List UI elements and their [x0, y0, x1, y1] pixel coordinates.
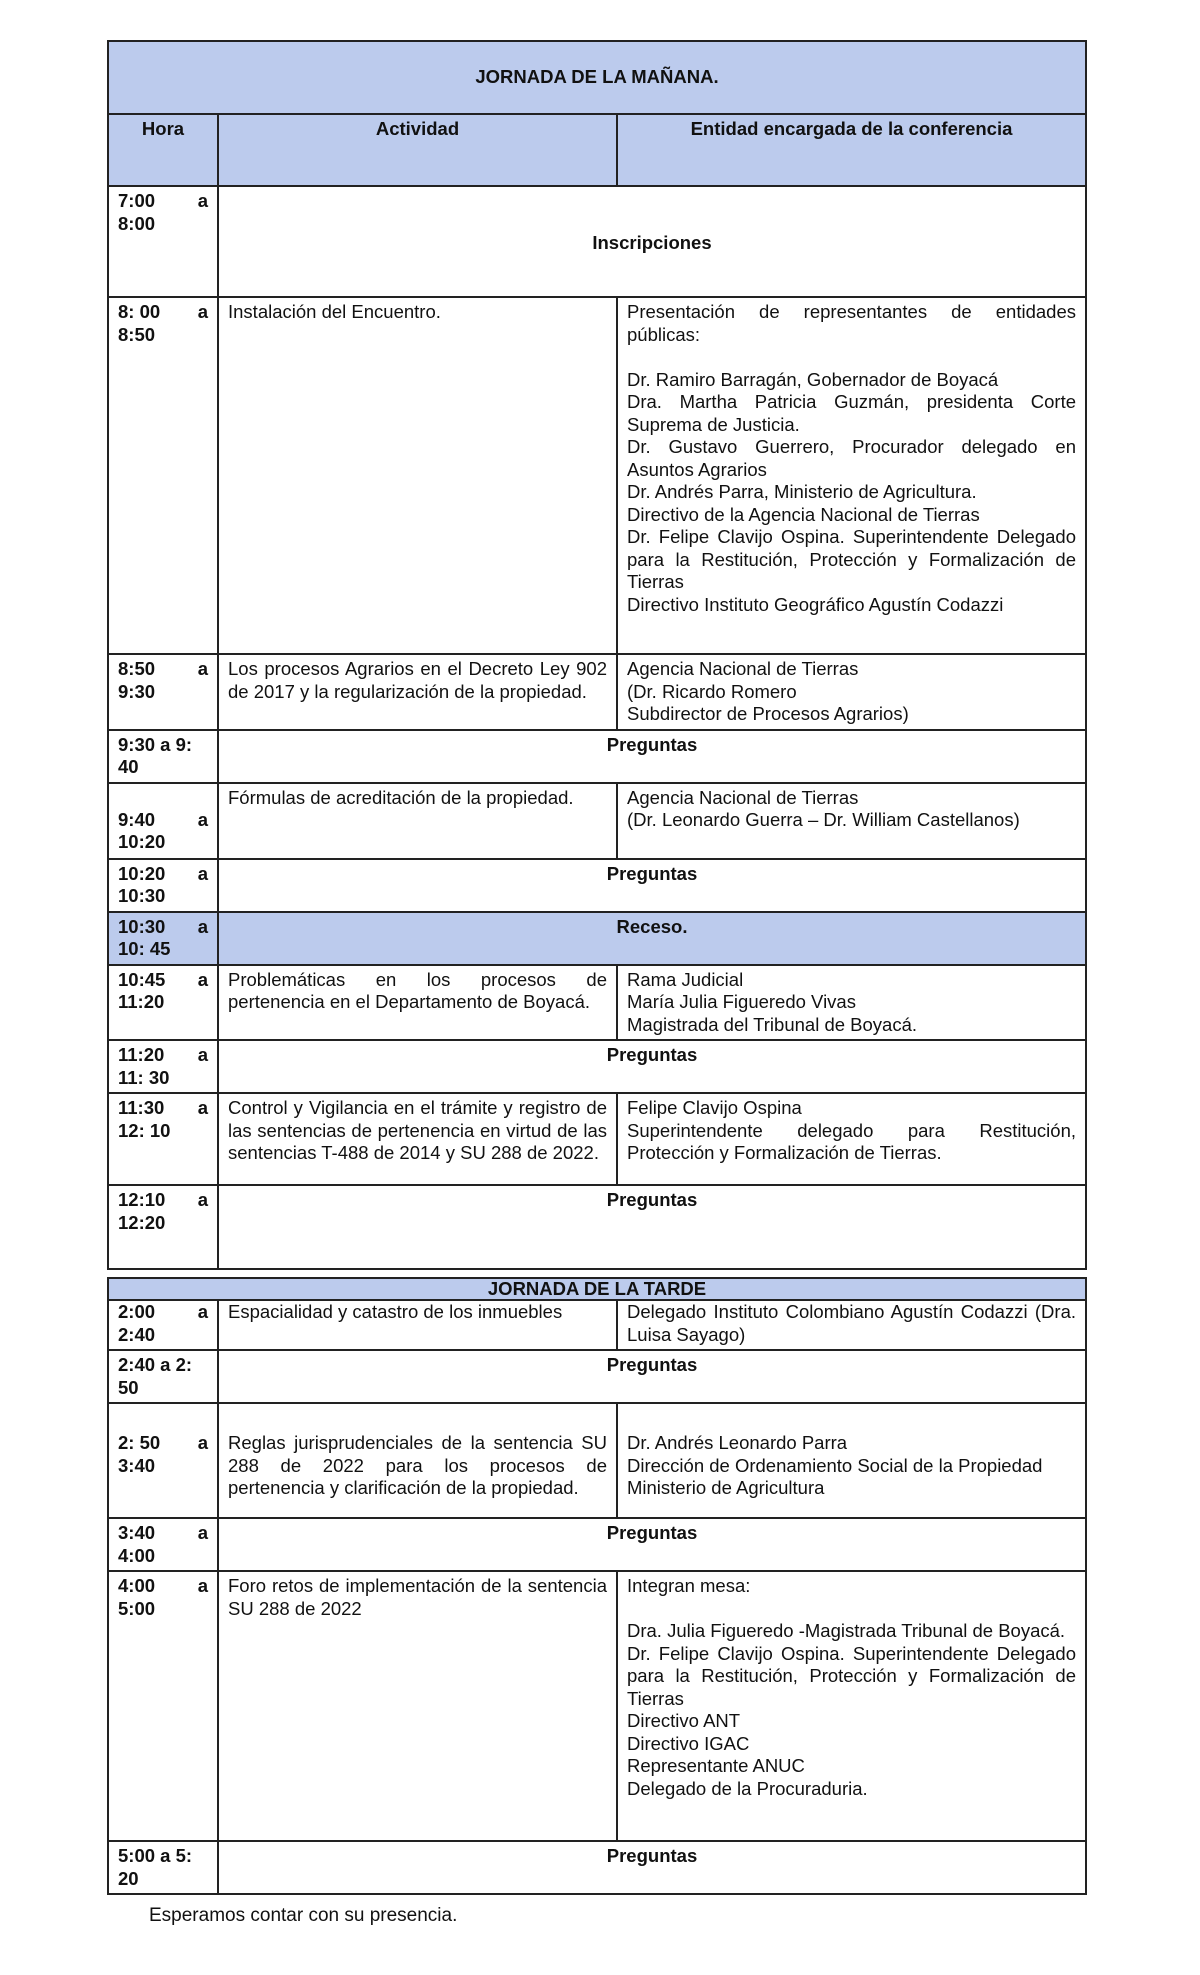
table-row [108, 1841, 1086, 1894]
activity-cell: Control y Vigilancia en el trámite y registro de las sentencias de pertenencia en virtud de las sentencias T-488 de 2014 y SU 288 de 2022. [218, 1093, 617, 1185]
activity-cell: Foro retos de implementación de la sentencia SU 288 de 2022 [218, 1571, 617, 1841]
time-cell: 11:20 a 11: 30 [108, 1040, 218, 1093]
col-header-entidad: Entidad encargada de la conferencia [617, 114, 1086, 186]
time-cell: 5:00 a 5: 20 [108, 1841, 218, 1894]
questions-label: Preguntas [218, 1185, 1086, 1269]
table-row [108, 1040, 1086, 1093]
questions-label: Preguntas [218, 1841, 1086, 1894]
time-cell: 4:00 a 5:00 [108, 1571, 218, 1841]
activity-cell: Fórmulas de acreditación de la propiedad. [218, 783, 617, 859]
afternoon-title: JORNADA DE LA TARDE [108, 1278, 1086, 1300]
entity-cell: Dr. Andrés Leonardo Parra Dirección de Ordenamiento Social de la Propiedad Ministerio de Agricultura [617, 1403, 1086, 1518]
table-row [108, 859, 1086, 912]
time-cell: 10:20 a 10:30 [108, 859, 218, 912]
morning-schedule-table [107, 40, 1087, 1270]
time-cell: 10:45 a 11:20 [108, 965, 218, 1041]
activity-cell: Instalación del Encuentro. [218, 297, 617, 654]
time-cell: 9:40 a 10:20 [108, 783, 218, 859]
time-cell: 7:00 a 8:00 [108, 186, 218, 297]
morning-title-row [108, 41, 1086, 114]
time-cell: 12:10 a 12:20 [108, 1185, 218, 1269]
table-row [108, 1518, 1086, 1571]
entity-cell: Delegado Instituto Colombiano Agustín Codazzi (Dra. Luisa Sayago) [617, 1300, 1086, 1350]
questions-label: Preguntas [218, 1518, 1086, 1571]
table-row [108, 783, 1086, 859]
registration-label: Inscripciones [218, 186, 1086, 297]
morning-title: JORNADA DE LA MAÑANA. [108, 41, 1086, 114]
table-row [108, 1093, 1086, 1185]
table-row [108, 1403, 1086, 1518]
table-row [108, 730, 1086, 783]
table-row [108, 1185, 1086, 1269]
table-row [108, 1300, 1086, 1350]
entity-cell: Felipe Clavijo Ospina Superintendente delegado para Restitución, Protección y Formalización de Tierras. [617, 1093, 1086, 1185]
time-cell: 8:50 a 9:30 [108, 654, 218, 730]
questions-label: Preguntas [218, 730, 1086, 783]
entity-cell: Agencia Nacional de Tierras (Dr. Ricardo Romero Subdirector de Procesos Agrarios) [617, 654, 1086, 730]
questions-label: Preguntas [218, 1040, 1086, 1093]
closing-message: Esperamos contar con su presencia. [149, 1905, 458, 1926]
questions-label: Preguntas [218, 859, 1086, 912]
time-cell: 2:00 a 2:40 [108, 1300, 218, 1350]
break-label: Receso. [218, 912, 1086, 965]
time-cell: 2: 50 a 3:40 [108, 1403, 218, 1518]
time-cell: 10:30 a 10: 45 [108, 912, 218, 965]
activity-cell: Espacialidad y catastro de los inmuebles [218, 1300, 617, 1350]
table-row [108, 186, 1086, 297]
table-row [108, 965, 1086, 1041]
questions-label: Preguntas [218, 1350, 1086, 1403]
col-header-hora: Hora [108, 114, 218, 186]
activity-cell: Problemáticas en los procesos de pertenencia en el Departamento de Boyacá. [218, 965, 617, 1041]
col-header-actividad: Actividad [218, 114, 617, 186]
break-row [108, 912, 1086, 965]
entity-cell: Agencia Nacional de Tierras (Dr. Leonardo Guerra – Dr. William Castellanos) [617, 783, 1086, 859]
afternoon-title-row [108, 1278, 1086, 1300]
entity-cell: Presentación de representantes de entidades públicas: Dr. Ramiro Barragán, Gobernador de Boyacá Dra. Martha Patricia Guzmán, presidenta Corte Suprema de Justicia. Dr. Gustavo Guerrero, Procurador delegado en Asuntos Agrarios Dr. Andrés Parra, Ministerio de Agricultura. Directivo de la Agencia Nacional de Tierras Dr. Felipe Clavijo Ospina. Superintendente Delegado para la Restitución, Protección y Formalización de Tierras Directivo Instituto Geográfico Agustín Codazzi [617, 297, 1086, 654]
column-header-row [108, 114, 1086, 186]
time-cell: 11:30 a 12: 10 [108, 1093, 218, 1185]
entity-cell: Rama Judicial María Julia Figueredo Vivas Magistrada del Tribunal de Boyacá. [617, 965, 1086, 1041]
table-row [108, 1571, 1086, 1841]
table-row [108, 1350, 1086, 1403]
afternoon-schedule-table [107, 1277, 1087, 1895]
table-row [108, 654, 1086, 730]
table-row [108, 297, 1086, 654]
entity-cell: Integran mesa: Dra. Julia Figueredo -Magistrada Tribunal de Boyacá. Dr. Felipe Clavijo Ospina. Superintendente Delegado para la Restitución, Protección y Formalización de Tierras Directivo ANT Directivo IGAC Representante ANUC Delegado de la Procuraduria. [617, 1571, 1086, 1841]
time-cell: 8: 00 a 8:50 [108, 297, 218, 654]
activity-cell: Reglas jurisprudenciales de la sentencia SU 288 de 2022 para los procesos de pertenencia y clarificación de la propiedad. [218, 1403, 617, 1518]
time-cell: 2:40 a 2: 50 [108, 1350, 218, 1403]
time-cell: 9:30 a 9: 40 [108, 730, 218, 783]
activity-cell: Los procesos Agrarios en el Decreto Ley 902 de 2017 y la regularización de la propiedad. [218, 654, 617, 730]
time-cell: 3:40 a 4:00 [108, 1518, 218, 1571]
